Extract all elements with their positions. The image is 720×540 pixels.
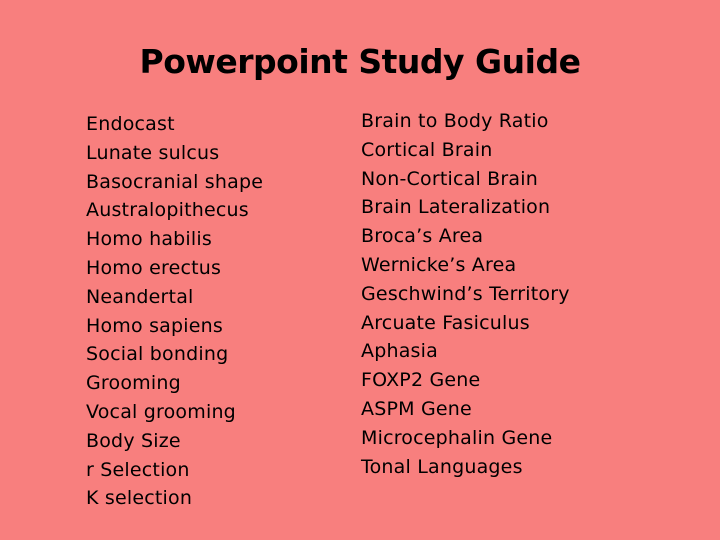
term-item: FOXP2 Gene — [361, 369, 481, 392]
term-item: Cortical Brain — [361, 138, 493, 161]
term-item: Vocal grooming — [86, 400, 236, 423]
term-item: Broca’s Area — [361, 225, 484, 248]
term-item: Endocast — [86, 113, 175, 135]
term-item: Microcephalin Gene — [361, 426, 553, 449]
term-item: ASPM Gene — [361, 397, 472, 420]
slide-title: Powerpoint Study Guide — [139, 42, 581, 81]
term-item: Australopithecus — [86, 199, 249, 222]
term-item: Social bonding — [86, 343, 229, 366]
right-term-list — [361, 107, 570, 481]
term-item: Homo sapiens — [86, 314, 223, 337]
term-item: Body Size — [86, 429, 181, 452]
term-item: Brain to Body Ratio — [361, 110, 549, 132]
term-item: K selection — [86, 487, 193, 510]
term-item: Basocranial shape — [86, 170, 264, 193]
term-item: Geschwind’s Territory — [361, 282, 570, 305]
left-term-list — [86, 110, 263, 513]
term-item: Aphasia — [361, 340, 438, 363]
term-item: Arcuate Fasiculus — [361, 311, 530, 334]
term-item: Grooming — [86, 372, 181, 395]
term-item: Brain Lateralization — [361, 196, 551, 219]
term-item: Lunate sulcus — [86, 141, 220, 164]
term-item: Tonal Languages — [361, 455, 523, 478]
term-item: Neandertal — [86, 285, 194, 308]
term-item: Homo habilis — [86, 228, 212, 251]
term-item: Wernicke’s Area — [361, 253, 517, 276]
term-item: r Selection — [86, 458, 190, 481]
term-item: Non-Cortical Brain — [361, 167, 538, 190]
term-item: Homo erectus — [86, 256, 222, 279]
